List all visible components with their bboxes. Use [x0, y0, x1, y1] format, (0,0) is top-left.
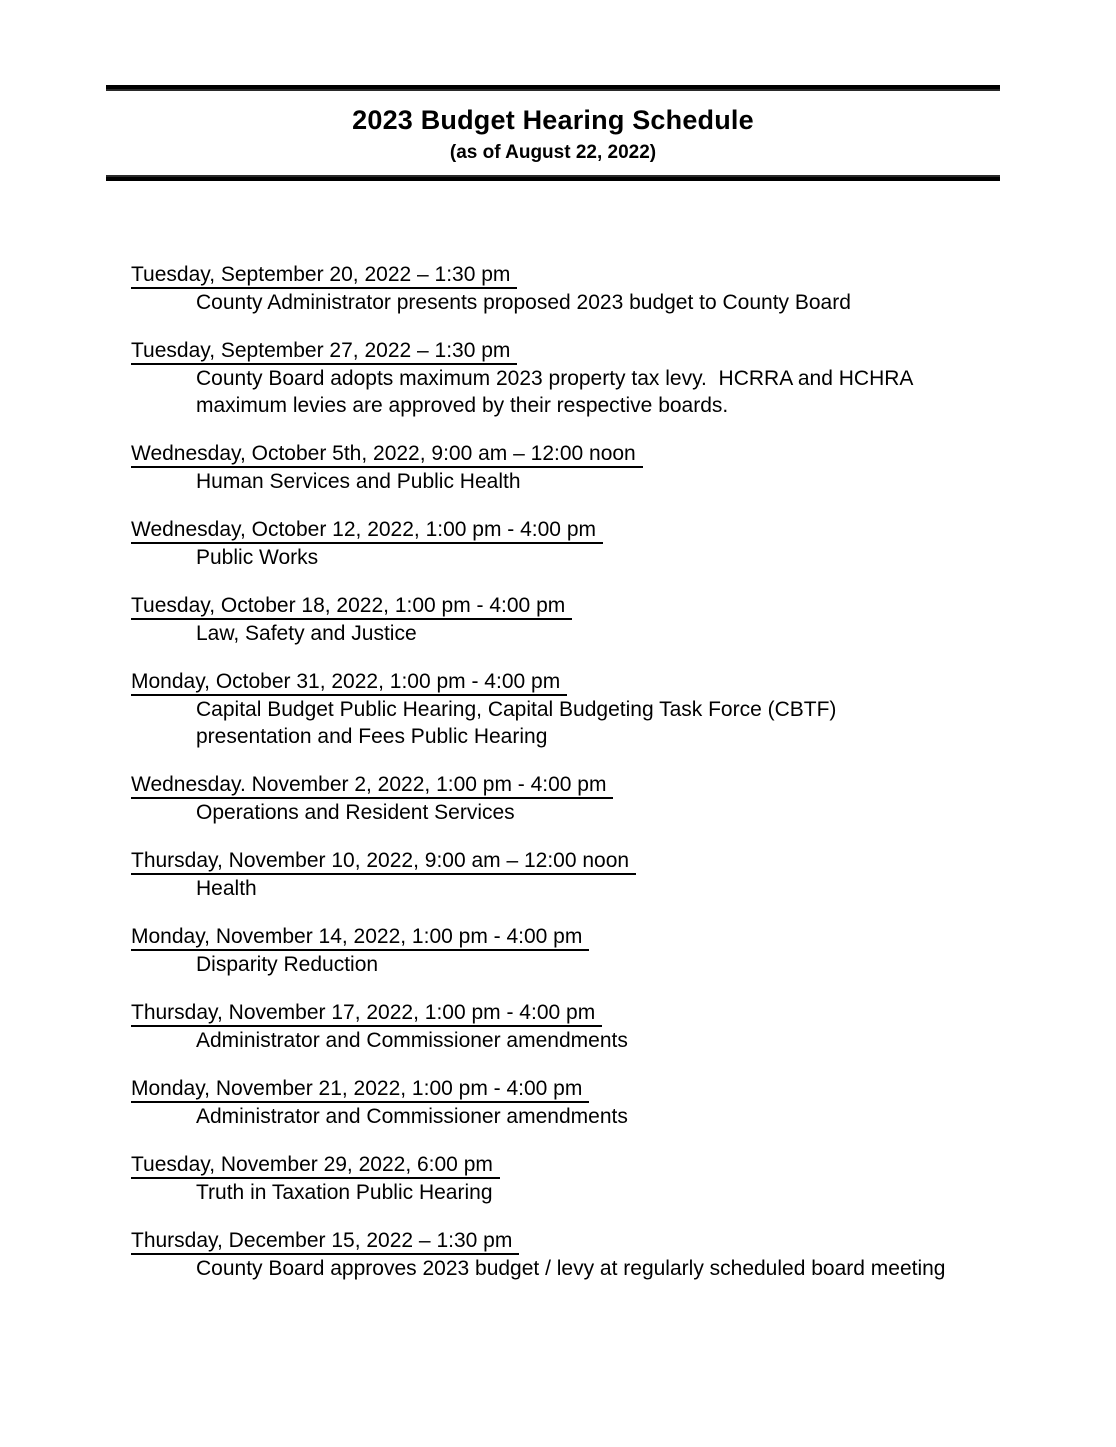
entry-date: Tuesday, October 18, 2022, 1:00 pm - 4:00 pm	[131, 593, 572, 620]
schedule-entry	[131, 923, 1056, 978]
entry-date-line	[131, 847, 1056, 875]
schedule-list	[131, 261, 1056, 1282]
entry-date: Monday, October 31, 2022, 1:00 pm - 4:00 pm	[131, 669, 567, 696]
entry-date-line	[131, 337, 1056, 365]
entry-date-line	[131, 516, 1056, 544]
entry-date-line	[131, 592, 1056, 620]
entry-description-line: Health	[196, 877, 257, 900]
schedule-entry	[131, 440, 1056, 495]
entry-date-line	[131, 1151, 1056, 1179]
entry-date: Wednesday, October 5th, 2022, 9:00 am – 12:00 noon	[131, 441, 643, 468]
entry-date-line	[131, 261, 1056, 289]
schedule-entry	[131, 337, 1056, 419]
entry-date: Wednesday, October 12, 2022, 1:00 pm - 4:00 pm	[131, 517, 603, 544]
schedule-entry	[131, 1075, 1056, 1130]
schedule-entry	[131, 771, 1056, 826]
entry-date: Tuesday, November 29, 2022, 6:00 pm	[131, 1152, 500, 1179]
entry-date-line	[131, 923, 1056, 951]
entry-date: Thursday, December 15, 2022 – 1:30 pm	[131, 1228, 519, 1255]
entry-date: Monday, November 14, 2022, 1:00 pm - 4:00 pm	[131, 924, 589, 951]
document-header	[106, 85, 1000, 181]
entry-description-line: Law, Safety and Justice	[196, 622, 417, 645]
entry-date: Thursday, November 10, 2022, 9:00 am – 12:00 noon	[131, 848, 636, 875]
entry-date-line	[131, 440, 1056, 468]
schedule-entry	[131, 592, 1056, 647]
document-title: 2023 Budget Hearing Schedule	[352, 105, 754, 135]
entry-date: Wednesday. November 2, 2022, 1:00 pm - 4:00 pm	[131, 772, 613, 799]
entry-description-line: County Board approves 2023 budget / levy at regularly scheduled board meeting	[196, 1257, 946, 1280]
schedule-entry	[131, 847, 1056, 902]
entry-description-line: Capital Budget Public Hearing, Capital Budgeting Task Force (CBTF)	[196, 698, 837, 721]
entry-date: Monday, November 21, 2022, 1:00 pm - 4:00 pm	[131, 1076, 589, 1103]
entry-date: Tuesday, September 27, 2022 – 1:30 pm	[131, 338, 517, 365]
entry-description-line: Truth in Taxation Public Hearing	[196, 1181, 493, 1204]
entry-date-line	[131, 771, 1056, 799]
schedule-entry	[131, 516, 1056, 571]
header-bottom-rule	[106, 175, 1000, 181]
entry-description-line: Administrator and Commissioner amendments	[196, 1029, 628, 1052]
entry-date-line	[131, 999, 1056, 1027]
entry-description-line: Operations and Resident Services	[196, 801, 515, 824]
entry-date-line	[131, 668, 1056, 696]
entry-date-line	[131, 1227, 1056, 1255]
schedule-entry	[131, 261, 1056, 316]
entry-description-line: Human Services and Public Health	[196, 470, 521, 493]
entry-description-line: Administrator and Commissioner amendments	[196, 1105, 628, 1128]
document-subtitle: (as of August 22, 2022)	[449, 142, 657, 163]
header-top-rule	[106, 85, 1000, 91]
entry-description-line: maximum levies are approved by their respective boards.	[196, 394, 729, 417]
entry-description-line: presentation and Fees Public Hearing	[196, 725, 548, 748]
entry-date-line	[131, 1075, 1056, 1103]
schedule-entry	[131, 1151, 1056, 1206]
entry-description-line: County Administrator presents proposed 2023 budget to County Board	[196, 291, 851, 314]
entry-description-line: County Board adopts maximum 2023 property tax levy. HCRRA and HCHRA	[196, 367, 914, 390]
entry-date: Thursday, November 17, 2022, 1:00 pm - 4:00 pm	[131, 1000, 602, 1027]
schedule-entry	[131, 999, 1056, 1054]
entry-description-line: Public Works	[196, 546, 319, 569]
schedule-entry	[131, 668, 1056, 750]
schedule-entry	[131, 1227, 1056, 1282]
entry-date: Tuesday, September 20, 2022 – 1:30 pm	[131, 262, 517, 289]
entry-description-line: Disparity Reduction	[196, 953, 379, 976]
